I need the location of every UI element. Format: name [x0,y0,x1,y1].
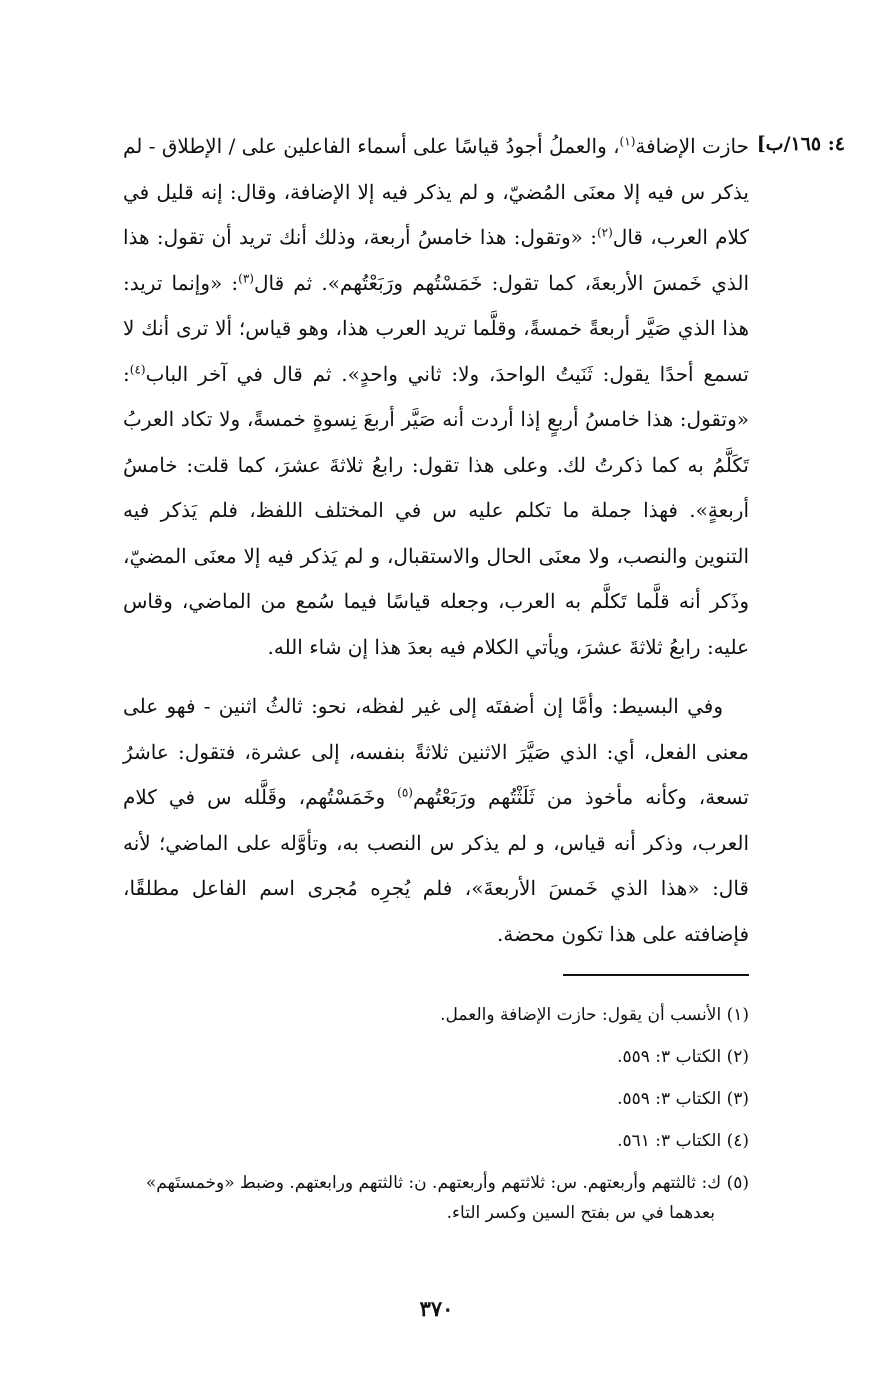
footnote-ref-3[interactable]: (٣) [238,270,254,285]
paragraph-1 [123,124,749,670]
paragraph-1-part-5: : «وتقول: هذا خامسُ أربعٍ إذا أردت أنه صَيَّر أربعَ نِسوةٍ خمسةً، ولا تكاد العربُ تَكَلَّمُ به كما ذكرتُ لك. وعلى هذا تقول: رابعُ ثلاثةَ عشرَ، كما قلت: خامسُ أربعةٍ». فهذا جملة ما تكلم عليه س في المختلف اللفظ، فلم يَذكر فيه التنوين والنصب، ولا معنَى الحال والاستقبال، و لم يَذكر فيه إلا معنَى المضيّ، وذَكر أنه قلَّما تَكلَّم به العرب، وجعله قياسًا فيما سُمع من الماضي، وقاس عليه: رابعُ ثلاثةَ عشرَ، ويأتي الكلام فيه بعدَ هذا إن شاء الله. [123,361,749,659]
main-text [123,124,749,957]
footnote-3: (٣) الكتاب ٣: ٥٥٩. [617,1089,749,1109]
footnote-5: (٥) ك: ثالثتهم وأربعتهم. س: ثلاثتهم وأربعتهم. ن: ثالثتهم ورابعتهم. وضبط «وخمستَهم» [145,1173,749,1193]
paragraph-2-part-2: وخَمَسْتُهم، وقَلَّله س في كلام العرب، وذكر أنه قياس، و لم يذكر س النصب به، وتأوَّله على الماضي؛ لأنه قال: «هذا الذي خَمسَ الأربعةَ»، فلم يُجرِه مُجرى اسم الفاعل مطلقًا، فإضافته على هذا تكون محضة. [123,785,749,946]
footnote-ref-2[interactable]: (٢) [596,225,613,240]
footnote-ref-5[interactable]: (٥) [397,785,413,800]
footnote-ref-4[interactable]: (٤) [129,361,146,376]
footnote-2: (٢) الكتاب ٣: ٥٥٩. [617,1047,749,1067]
paragraph-1-part-2: ، والعملُ أجودُ قياسًا على أسماء الفاعلين على / الإطلاق - لم يذكر س فيه إلا معنَى المُضيّ، و لم يذكر فيه إلا الإضافة، وقال: إنه قليل في كلام العرب، قال [123,134,749,249]
page-number: ٣٧٠ [419,1296,454,1321]
paragraph-1-part-3: : «وتقول: هذا خامسُ أربعة، وذلك أنك تريد أن تقول: هذا الذي خَمسَ الأربعةَ، كما تقول: خَمَسْتُهم ورَبَعْتُهم». ثم قال [123,225,750,295]
paragraph-1-part-4: : «وإنما تريد: هذا الذي صَيَّر أربعةً خمسةً، وقلَّما تريد العرب هذا، وهو قياس؛ ألا ترى أنك لا تسمع أحدًا يقول: ثَنَيتُ الواحدَ، ولا: ثاني واحدٍ». ثم قال في آخر الباب [123,270,749,386]
paragraph-1-part-1: حازت الإضافة [635,134,750,158]
footnote-separator [563,974,749,976]
paragraph-2-part-1: وفي البسيط: وأمَّا إن أضفتَه إلى غير لفظه، نحو: ثالثُ اثنين - فهو على معنى الفعل، أي: الذي صَيَّرَ الاثنين ثلاثةً بنفسه، إلى عشرة، فتقول: عاشرُ تسعة، وكأنه مأخوذ من ثَلَثْتُهم ورَبَعْتُهم [123,694,749,809]
footnote-5-continuation: بعدهما في س بفتح السين وكسر التاء. [446,1203,715,1223]
footnote-ref-1[interactable]: (١) [619,134,636,149]
margin-folio-reference: ٤: ١٦٥/ب] [756,133,845,155]
footnote-1: (١) الأنسب أن يقول: حازت الإضافة والعمل. [440,1005,749,1025]
footnote-4: (٤) الكتاب ٣: ٥٦١. [617,1131,749,1151]
footnotes [123,1002,749,1242]
paragraph-2 [123,684,749,957]
